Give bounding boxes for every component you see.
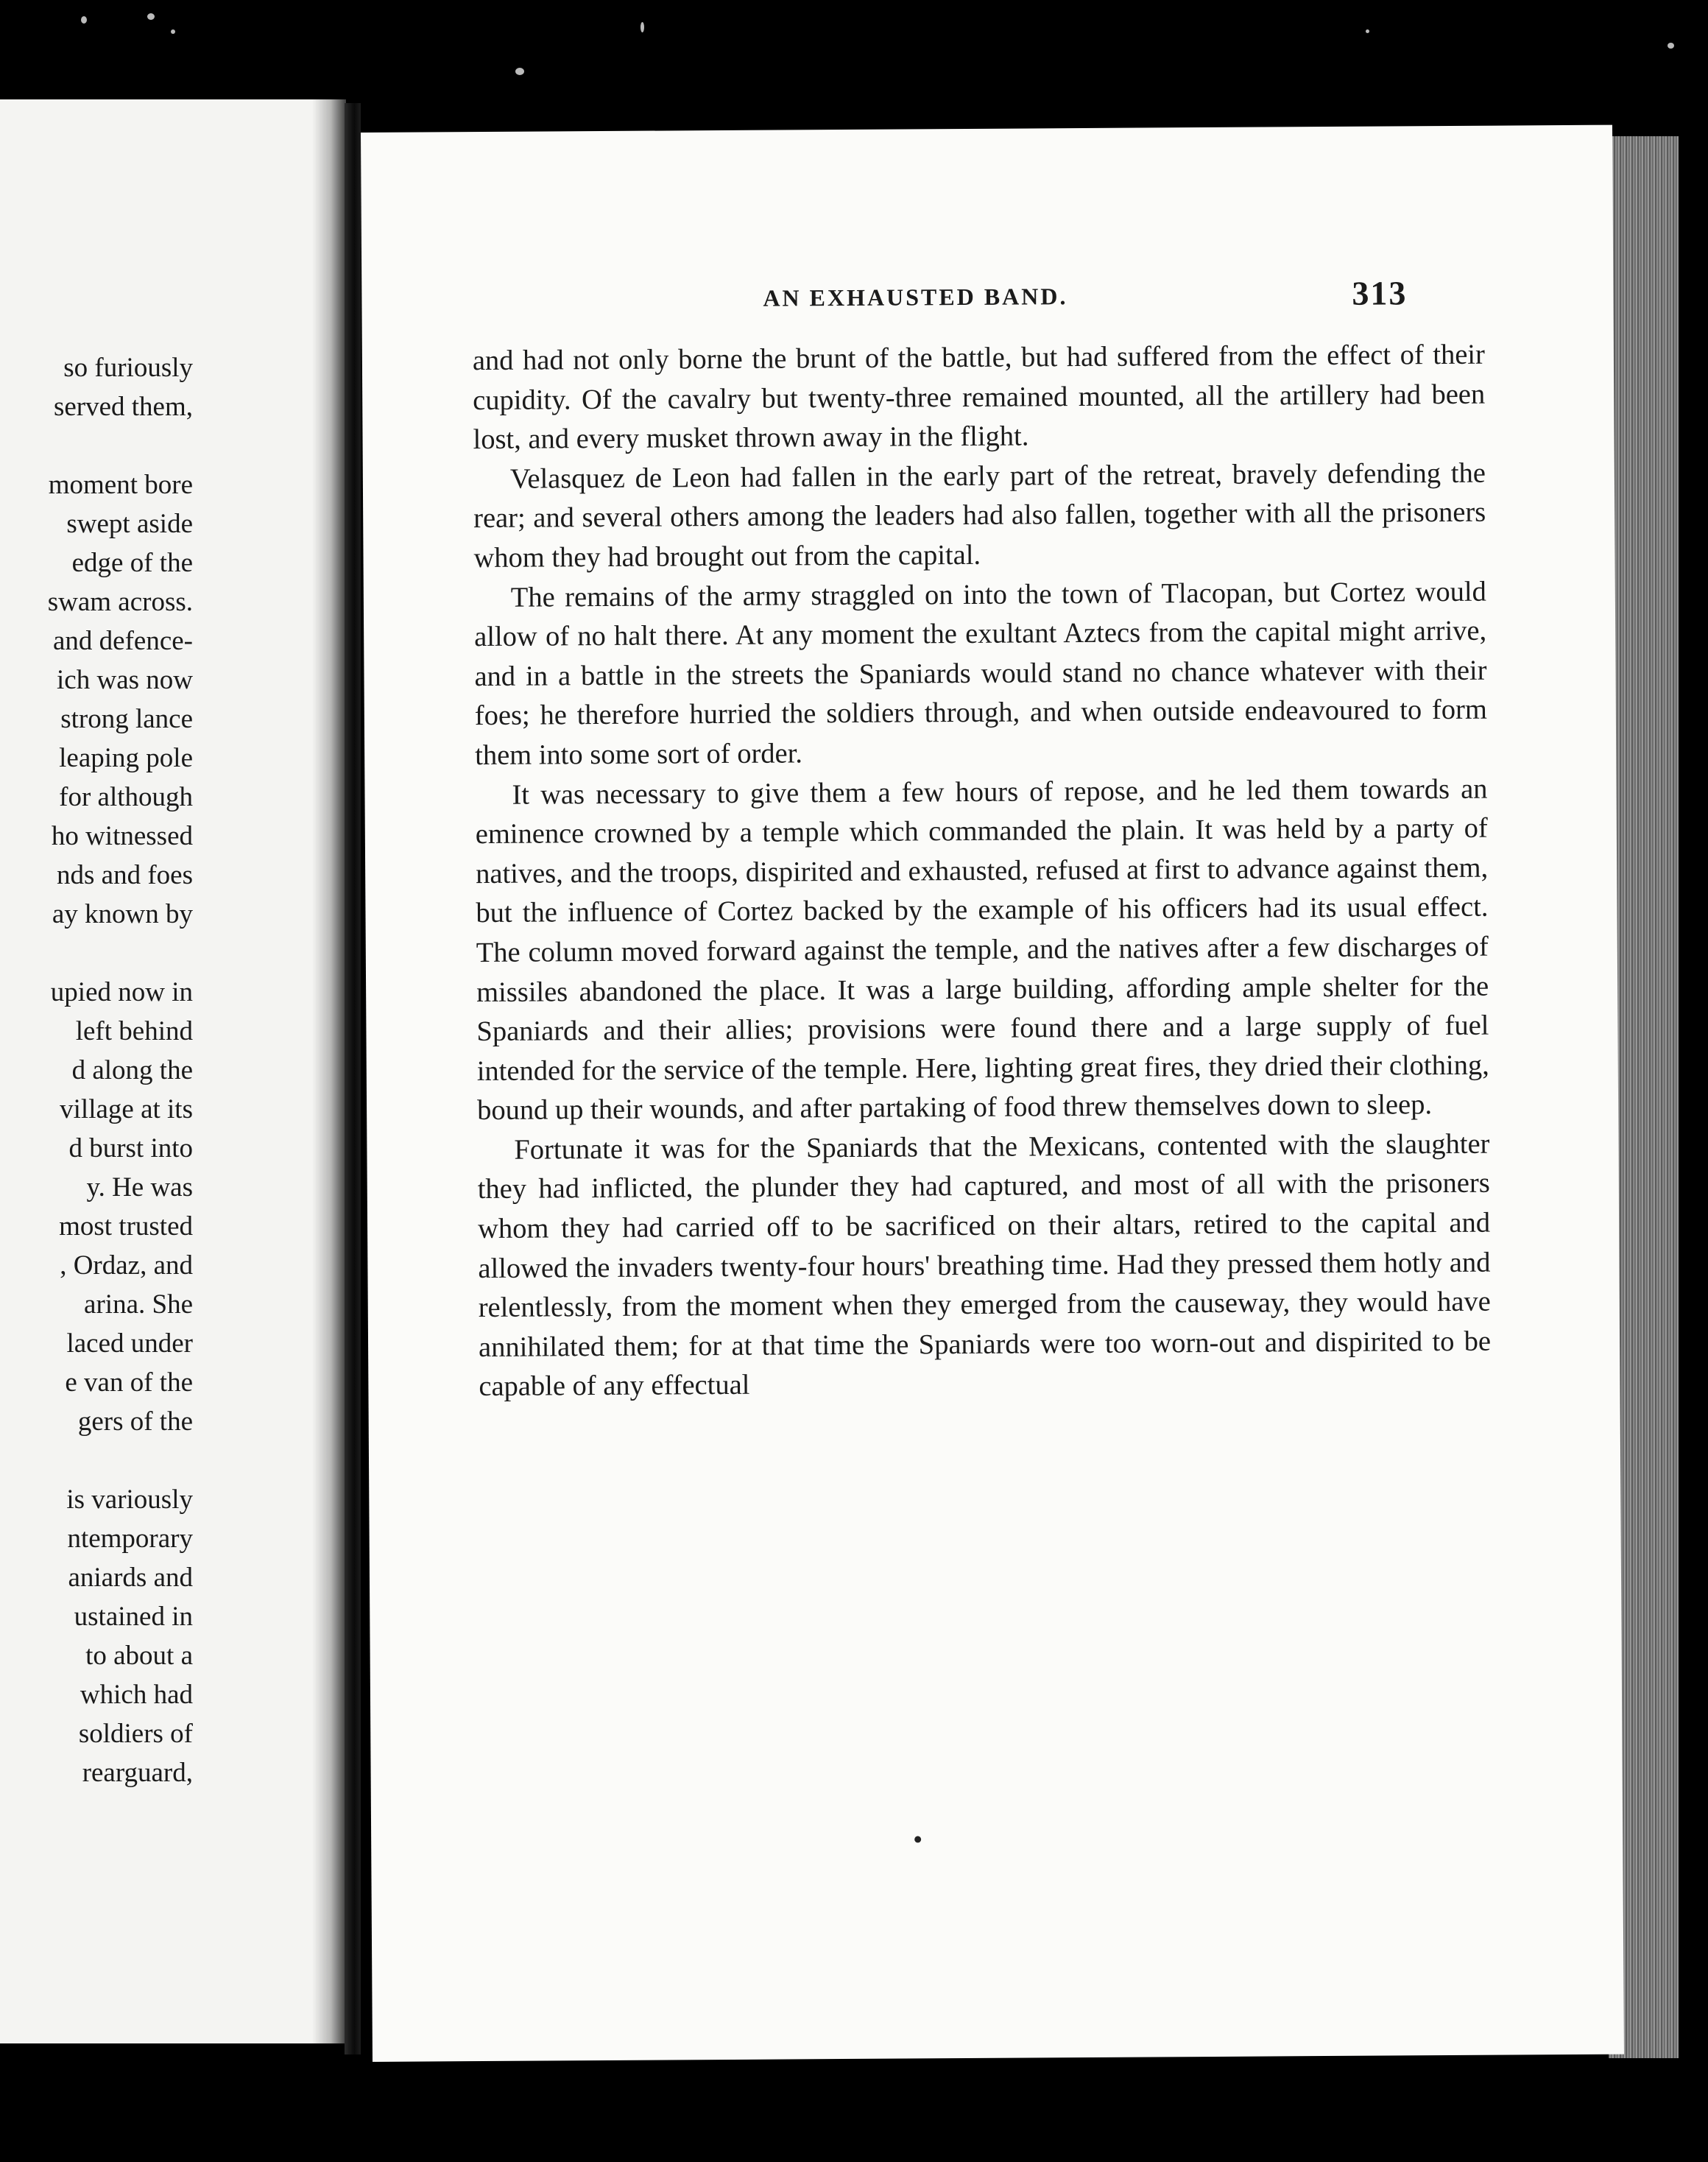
left-page-line: to about a <box>85 1641 193 1671</box>
left-page-line: leaping pole <box>59 743 193 773</box>
left-page-line: laced under <box>66 1328 193 1359</box>
left-page-line: so furiously <box>63 353 193 383</box>
left-page-line: y. He was <box>86 1172 193 1203</box>
left-page-line: ay known by <box>52 899 193 929</box>
body-text <box>473 336 1492 1407</box>
gutter-shadow <box>312 99 346 2043</box>
left-page-line: for although <box>59 782 193 812</box>
left-page-line: left behind <box>75 1016 193 1046</box>
left-page-line: ho witnessed <box>51 821 193 851</box>
left-page-line: ustained in <box>74 1602 193 1632</box>
left-page-line: and defence- <box>52 626 193 656</box>
dust-speck <box>171 29 175 34</box>
book-gutter <box>345 103 361 2054</box>
left-page-line: most trusted <box>59 1211 193 1242</box>
dust-speck <box>147 13 155 20</box>
left-page-line: arina. She <box>84 1289 193 1320</box>
left-page-line: d along the <box>71 1055 193 1085</box>
left-page-line: soldiers of <box>78 1719 193 1749</box>
page-number: 313 <box>1352 274 1408 312</box>
left-facing-page <box>0 99 346 2043</box>
left-page-line: which had <box>80 1680 193 1710</box>
left-page-line: upied now in <box>50 977 193 1007</box>
left-page-line: rearguard, <box>82 1758 193 1788</box>
dust-speck <box>640 22 644 32</box>
paragraph: Fortunate it was for the Spaniards that the Mexicans, contented with the slaughter they had inflicted, the plunder they had captured, and most of all with the prisoners whom they had carried off to be sacrificed on their altars, retired to the capital and allowed the invaders twenty-four hours' breathing time. Had they pressed them hotly and relentlessly, from the moment when they emerged from the causeway, they would have annihilated them; for at that time the Spaniards were too worn-out and dispirited to be capable of any effectual <box>477 1128 1492 1403</box>
left-page-line: village at its <box>60 1094 193 1124</box>
dust-speck <box>1366 29 1369 33</box>
dust-speck <box>81 16 87 24</box>
left-page-line: ntemporary <box>67 1524 193 1554</box>
paragraph: Velasquez de Leon had fallen in the early part of the retreat, bravely defending the rear; and several others among the leaders had also fallen, together with all the prisoners whom they had brought out from the capital. <box>473 457 1486 574</box>
left-page-line: edge of the <box>71 548 193 578</box>
dust-speck <box>1668 43 1674 49</box>
running-head: AN EXHAUSTED BAND. <box>763 283 1068 311</box>
left-page-line: swept aside <box>66 509 193 539</box>
dust-speck <box>515 68 524 75</box>
left-page-line: ich was now <box>57 665 193 695</box>
ink-dot <box>914 1836 921 1842</box>
left-page-line: served them, <box>53 392 193 422</box>
left-page-line: d burst into <box>68 1133 193 1163</box>
left-page-line: strong lance <box>60 704 193 734</box>
paragraph: It was necessary to give them a few hours of repose, and he led them towards an eminence crowned by a temple which commanded the plain. It was held by a party of natives, and the troops, dispirited and exhausted, refused at first to advance against them, but the influence of Cortez backed by the example of his officers had its usual effect. The column moved forward against the temple, and the natives after a few discharges of missiles abandoned the place. It was a large building, affording ample shelter for the Spaniards and their allies; provisions were found there and a large supply of fuel intended for the service of the temple. Here, lighting great fires, they dried their clothing, bound up their wounds, and after partaking of food threw themselves down to sleep. <box>475 773 1489 1127</box>
left-page-line: nds and foes <box>57 860 193 890</box>
left-page-line: gers of the <box>77 1406 193 1437</box>
paragraph: and had not only borne the brunt of the battle, but had suffered from the effect of their cupidity. Of the cavalry but twenty-three remained mounted, all the artillery had been lost, and every musket thrown away in the flight. <box>472 339 1486 456</box>
right-page <box>361 125 1624 2062</box>
left-page-line: moment bore <box>48 470 193 500</box>
paragraph: The remains of the army straggled on into the town of Tlacopan, but Cortez would allow of no halt there. At any moment the exultant Aztecs from the capital might arrive, and in a battle in the streets the Spaniards would stand no chance whatever with their foes; he therefore hurried the soldiers through, and when outside endeavoured to form them into some sort of order. <box>474 576 1487 772</box>
left-page-line: is variously <box>66 1485 193 1515</box>
left-page-line: e van of the <box>65 1367 193 1398</box>
left-page-line: aniards and <box>68 1563 193 1593</box>
left-page-line: , Ordaz, and <box>60 1250 193 1281</box>
left-page-line: swam across. <box>47 587 193 617</box>
